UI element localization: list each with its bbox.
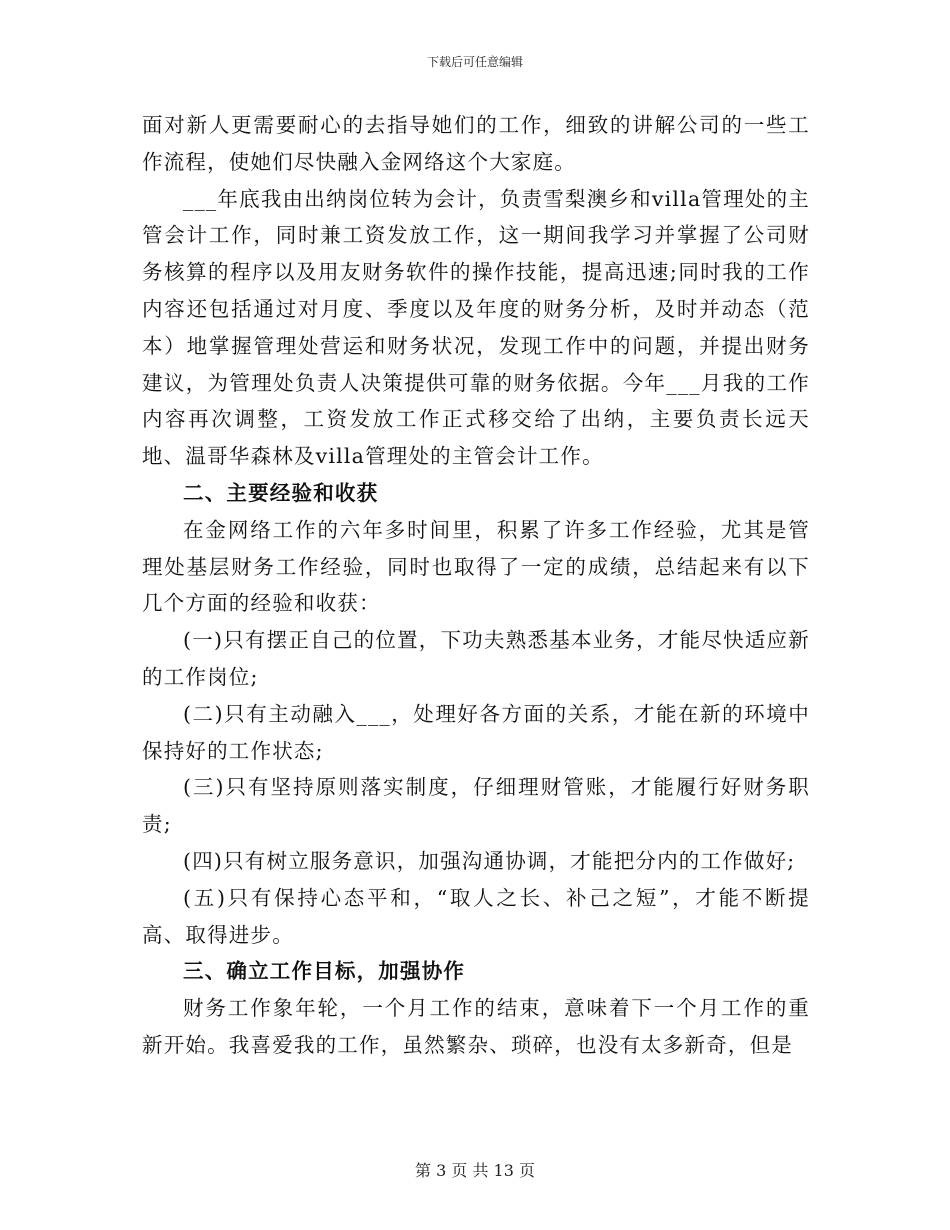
paragraph-2: ___年底我由出纳岗位转为会计，负责雪梨澳乡和villa管理处的主管会计工作，同时兼工资发放工作，这一期间我学习并掌握了公司财务核算的程序以及用友财务软件的操作技能，提高迅速;同时我的工作内容还包括通过对月度、季度以及年度的财务分析，及时并动态（范本）地掌握管理处营运和财务状况，发现工作中的问题，并提出财务建议，为管理处负责人决策提供可靠的财务依据。今年___月我的工作内容再次调整，工资发放工作正式移交给了出纳，主要负责长远天地、温哥华森林及villa管理处的主管会计工作。 bbox=[142, 186, 810, 469]
list-item-3: (三)只有坚持原则落实制度，仔细理财管账，才能履行好财务职责; bbox=[142, 775, 810, 837]
paragraph-3: 在金网络工作的六年多时间里，积累了许多工作经验，尤其是管理处基层财务工作经验，同时也取得了一定的成绩，总结起来有以下几个方面的经验和收获： bbox=[142, 517, 810, 616]
list-item-1: (一)只有摆正自己的位置，下功夫熟悉基本业务，才能尽快适应新的工作岗位; bbox=[142, 628, 810, 689]
page-number-footer: 第 3 页 共 13 页 bbox=[415, 1161, 535, 1180]
list-item-2: (二)只有主动融入___，处理好各方面的关系，才能在新的环境中保持好的工作状态; bbox=[142, 701, 810, 763]
section-heading-3: 三、确立工作目标，加强协作 bbox=[183, 959, 466, 984]
list-item-5: (五)只有保持心态平和，“取人之长、补己之短”，才能不断提高、取得进步。 bbox=[142, 885, 810, 947]
section-heading-2: 二、主要经验和收获 bbox=[183, 480, 379, 505]
document-body bbox=[142, 107, 810, 1064]
list-item-4: (四)只有树立服务意识，加强沟通协调，才能把分内的工作做好; bbox=[183, 848, 796, 873]
paragraph-4: 财务工作象年轮，一个月工作的结束，意味着下一个月工作的重新开始。我喜爱我的工作，虽然繁杂、琐碎，也没有太多新奇，但是 bbox=[142, 996, 810, 1057]
header-note: 下载后可任意编辑 bbox=[426, 55, 523, 69]
paragraph-1: 面对新人更需要耐心的去指导她们的工作，细致的讲解公司的一些工作流程，使她们尽快融入金网络这个大家庭。 bbox=[142, 113, 810, 174]
